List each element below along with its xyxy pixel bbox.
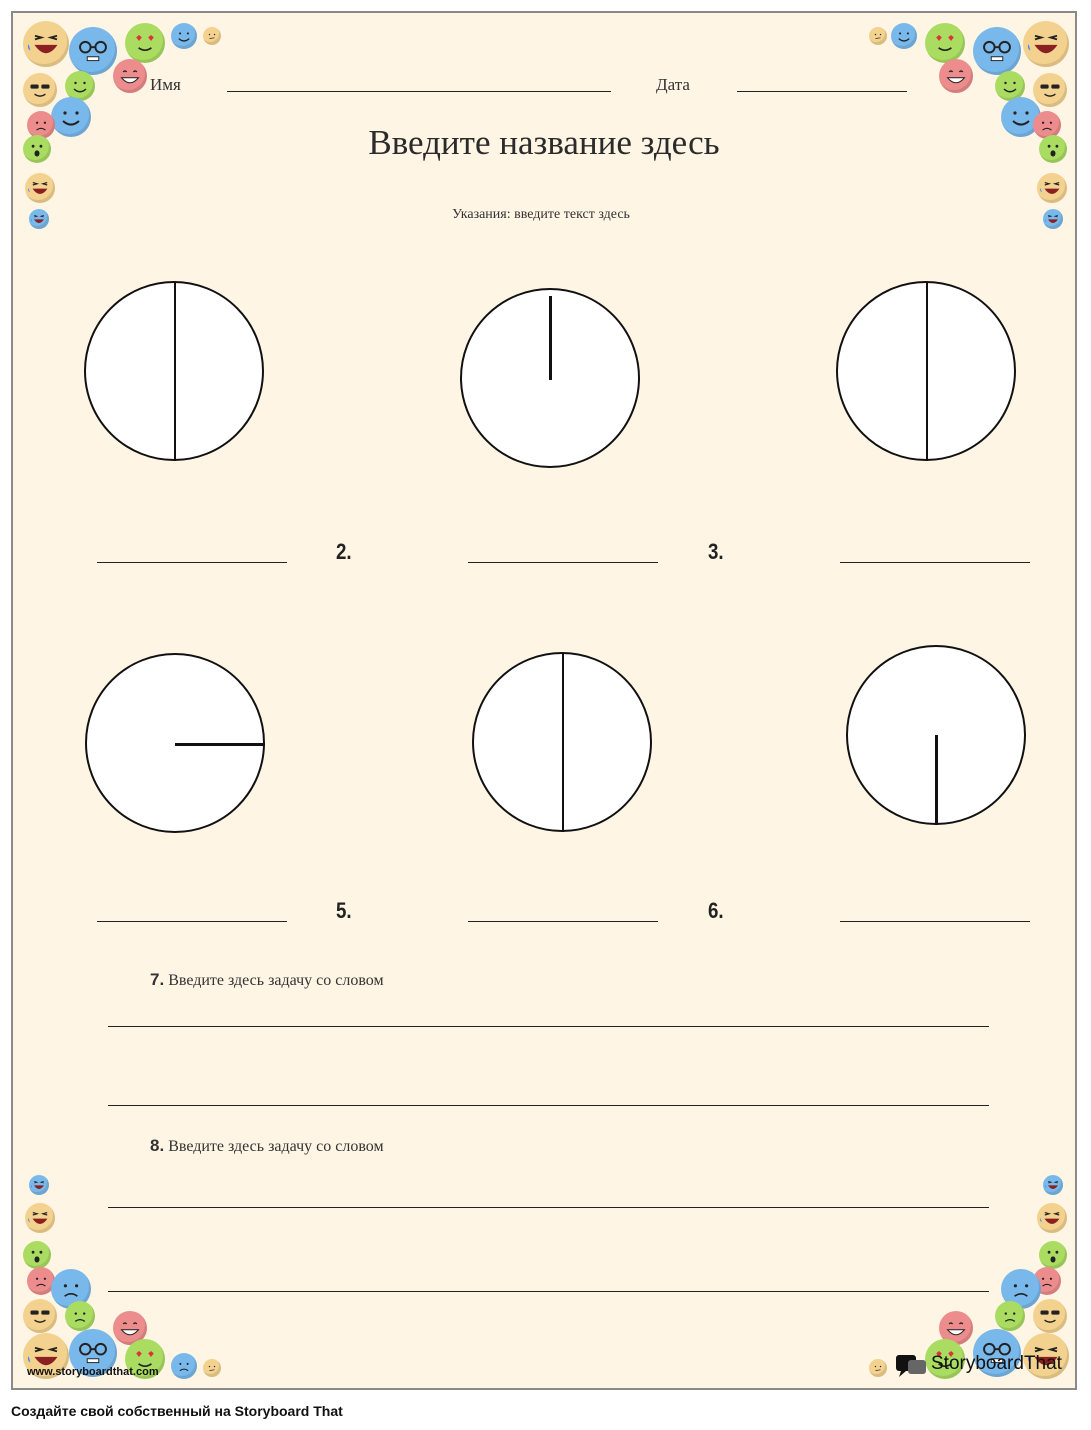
emoji-smile-icon: [891, 23, 917, 49]
emoji-sad-icon: [995, 1301, 1025, 1331]
name-line[interactable]: [227, 91, 611, 92]
clock-face: [846, 645, 1026, 825]
emoji-meh-icon: [203, 1359, 221, 1377]
emoji-sad-icon: [171, 1353, 197, 1379]
create-your-own-link[interactable]: Создайте свой собственный на Storyboard That: [11, 1403, 343, 1419]
emoji-smile-icon: [51, 97, 91, 137]
clock-hand: [562, 654, 564, 832]
clock-face: [836, 281, 1016, 461]
word-problem-text: Введите здесь задачу со словом: [168, 1138, 384, 1155]
answer-line[interactable]: [468, 562, 658, 563]
emoji-wow-icon: [1039, 135, 1067, 163]
problem-number: 6.: [708, 898, 724, 923]
emoji-meh-icon: [203, 27, 221, 45]
answer-line[interactable]: [840, 562, 1030, 563]
emoji-wow-icon: [23, 1241, 51, 1269]
word-problem: [150, 970, 384, 990]
answer-line[interactable]: [97, 921, 287, 922]
storyboard-logo-icon: [895, 1354, 929, 1378]
emoji-laugh-icon: [1043, 209, 1063, 229]
answer-line[interactable]: [97, 562, 287, 563]
problem-number: 5.: [336, 898, 352, 923]
emoji-glasses-icon: [973, 27, 1021, 75]
emoji-meh-icon: [869, 27, 887, 45]
writing-line[interactable]: [108, 1291, 989, 1292]
storyboard-logo-text: StoryboardThat: [931, 1353, 1062, 1374]
emoji-laugh-icon: [1037, 173, 1067, 203]
emoji-laugh-icon: [1037, 1203, 1067, 1233]
emoji-laugh-icon: [25, 173, 55, 203]
emoji-laugh-icon: [23, 21, 69, 67]
emoji-laugh-icon: [1043, 1175, 1063, 1195]
name-label: Имя: [150, 75, 181, 94]
answer-line[interactable]: [840, 921, 1030, 922]
clock-hand: [926, 283, 928, 461]
emoji-grin-icon: [939, 59, 973, 93]
clock-face: [84, 281, 264, 461]
emoji-hearts-icon: [925, 23, 965, 63]
worksheet-page: [11, 11, 1077, 1390]
clock-hand: [175, 743, 265, 746]
emoji-laugh-icon: [29, 209, 49, 229]
problem-number: 8.: [150, 1136, 165, 1155]
problem-number: 2.: [336, 539, 352, 564]
emoji-grin-icon: [113, 59, 147, 93]
clock-hand: [549, 296, 552, 380]
emoji-glasses-icon: [69, 27, 117, 75]
answer-line[interactable]: [468, 921, 658, 922]
emoji-sad-icon: [65, 1301, 95, 1331]
emoji-laugh-icon: [1023, 21, 1069, 67]
problem-number: 3.: [708, 539, 724, 564]
clock-face: [472, 652, 652, 832]
writing-line[interactable]: [108, 1026, 989, 1027]
emoji-laugh-icon: [25, 1203, 55, 1233]
emoji-laugh-icon: [29, 1175, 49, 1195]
website-url[interactable]: www.storyboardthat.com: [27, 1366, 159, 1378]
emoji-smile-icon: [171, 23, 197, 49]
problem-number: 7.: [150, 970, 165, 989]
directions-text: Указания: введите текст здесь: [452, 207, 630, 222]
writing-line[interactable]: [108, 1105, 989, 1106]
emoji-meh-icon: [869, 1359, 887, 1377]
word-problem: [150, 1136, 384, 1156]
date-label: Дата: [656, 75, 690, 94]
emoji-shades-icon: [1033, 1299, 1067, 1333]
clock-hand: [935, 735, 938, 825]
clock-face: [85, 653, 265, 833]
emoji-shades-icon: [23, 1299, 57, 1333]
clock-face: [460, 288, 640, 468]
page-title: Введите название здесь: [368, 123, 720, 162]
writing-line[interactable]: [108, 1207, 989, 1208]
clock-hand: [174, 283, 176, 461]
emoji-wow-icon: [1039, 1241, 1067, 1269]
emoji-wow-icon: [23, 135, 51, 163]
date-line[interactable]: [737, 91, 907, 92]
emoji-hearts-icon: [125, 23, 165, 63]
word-problem-text: Введите здесь задачу со словом: [168, 972, 384, 989]
